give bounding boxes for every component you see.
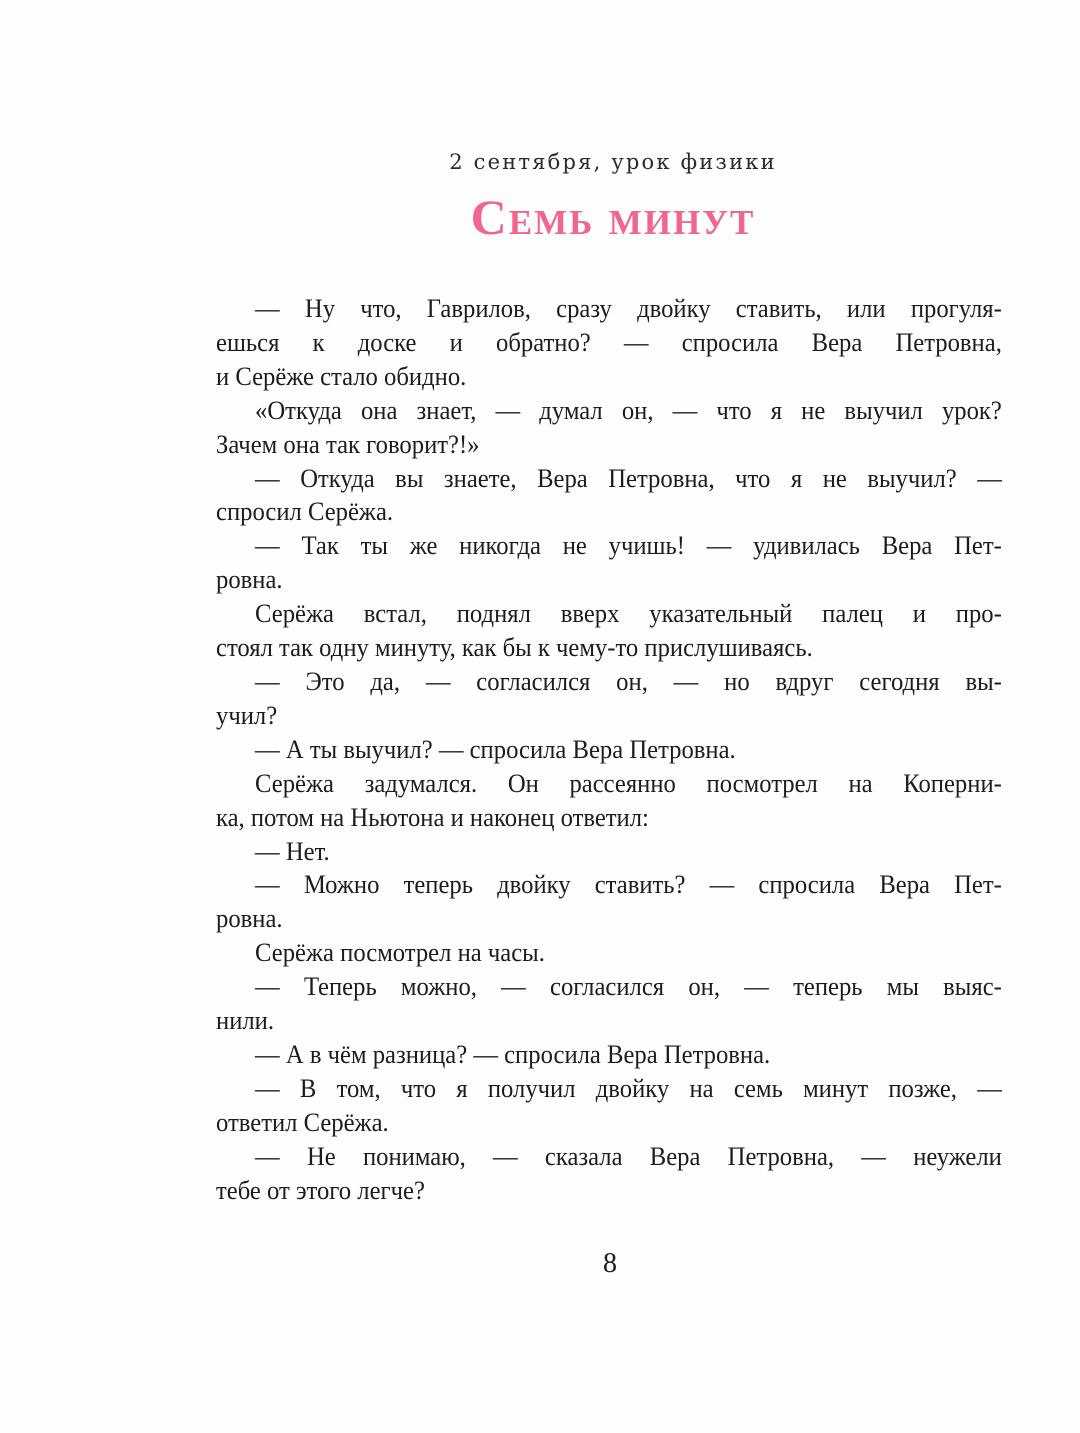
paragraph <box>216 462 1002 530</box>
paragraph <box>216 767 1002 835</box>
text-line: — Можно теперь двойку ставить? — спросила Вера Пет- <box>255 869 1002 900</box>
text-line: — А в чём разница? — спросила Вера Петровна. <box>255 1038 771 1069</box>
paragraph <box>216 733 1002 767</box>
paragraph <box>216 1038 1002 1072</box>
text-line: нили. <box>216 1005 275 1036</box>
text-line: «Откуда она знает, — думал он, — что я не выучил урок? <box>255 394 1002 425</box>
chapter-body <box>216 292 1002 1207</box>
paragraph <box>216 292 1002 394</box>
text-line: стоял так одну минуту, как бы к чему-то прислушиваясь. <box>216 632 813 663</box>
text-line: тебе от этого легче? <box>216 1174 425 1205</box>
text-line: — Так ты же никогда не учишь! — удивилась Вера Пет- <box>255 530 1002 561</box>
paragraph <box>216 665 1002 733</box>
text-line: — Ну что, Гаврилов, сразу двойку ставить, или прогуля- <box>255 293 1002 323</box>
text-line: — Откуда вы знаете, Вера Петровна, что я не выучил? — <box>255 462 1002 493</box>
text-line: — В том, что я получил двойку на семь минут позже, — <box>255 1072 1002 1103</box>
text-line: Зачем она так говорит?!» <box>216 428 480 459</box>
paragraph <box>216 835 1002 869</box>
chapter-title: Семь минут <box>470 189 756 245</box>
paragraph <box>216 1072 1002 1140</box>
text-line: ровна. <box>216 903 283 934</box>
text-line: — Не понимаю, — сказала Вера Петровна, — неужели <box>255 1140 1002 1171</box>
text-line: ешься к доске и обратно? — спросила Вера Петровна, <box>216 326 1002 357</box>
page-number: 8 <box>603 1248 617 1279</box>
paragraph <box>216 529 1002 597</box>
paragraph <box>216 970 1002 1038</box>
text-line: — Теперь можно, — согласился он, — теперь мы выяс- <box>255 971 1002 1002</box>
text-line: Серёжа встал, поднял вверх указательный палец и про- <box>255 598 1002 629</box>
text-line: ка, потом на Ньютона и наконец ответил: <box>216 801 649 832</box>
text-line: Серёжа задумался. Он рассеянно посмотрел на Коперни- <box>255 767 1002 798</box>
text-line: Серёжа посмотрел на часы. <box>255 937 545 968</box>
text-line: ровна. <box>216 564 283 595</box>
paragraph <box>216 936 1002 970</box>
text-line: — Нет. <box>255 835 330 866</box>
text-line: учил? <box>216 699 278 730</box>
text-line: ответил Серёжа. <box>216 1106 389 1137</box>
paragraph <box>216 597 1002 665</box>
paragraph <box>216 1140 1002 1208</box>
paragraph <box>216 868 1002 936</box>
text-line: — А ты выучил? — спросила Вера Петровна. <box>255 733 736 764</box>
chapter-subtitle: 2 сентября, урок физики <box>449 150 777 174</box>
text-line: спросил Серёжа. <box>216 496 394 527</box>
text-line: — Это да, — согласился он, — но вдруг сегодня вы- <box>255 665 1002 696</box>
paragraph <box>216 394 1002 462</box>
text-line: и Серёже стало обидно. <box>216 360 467 391</box>
